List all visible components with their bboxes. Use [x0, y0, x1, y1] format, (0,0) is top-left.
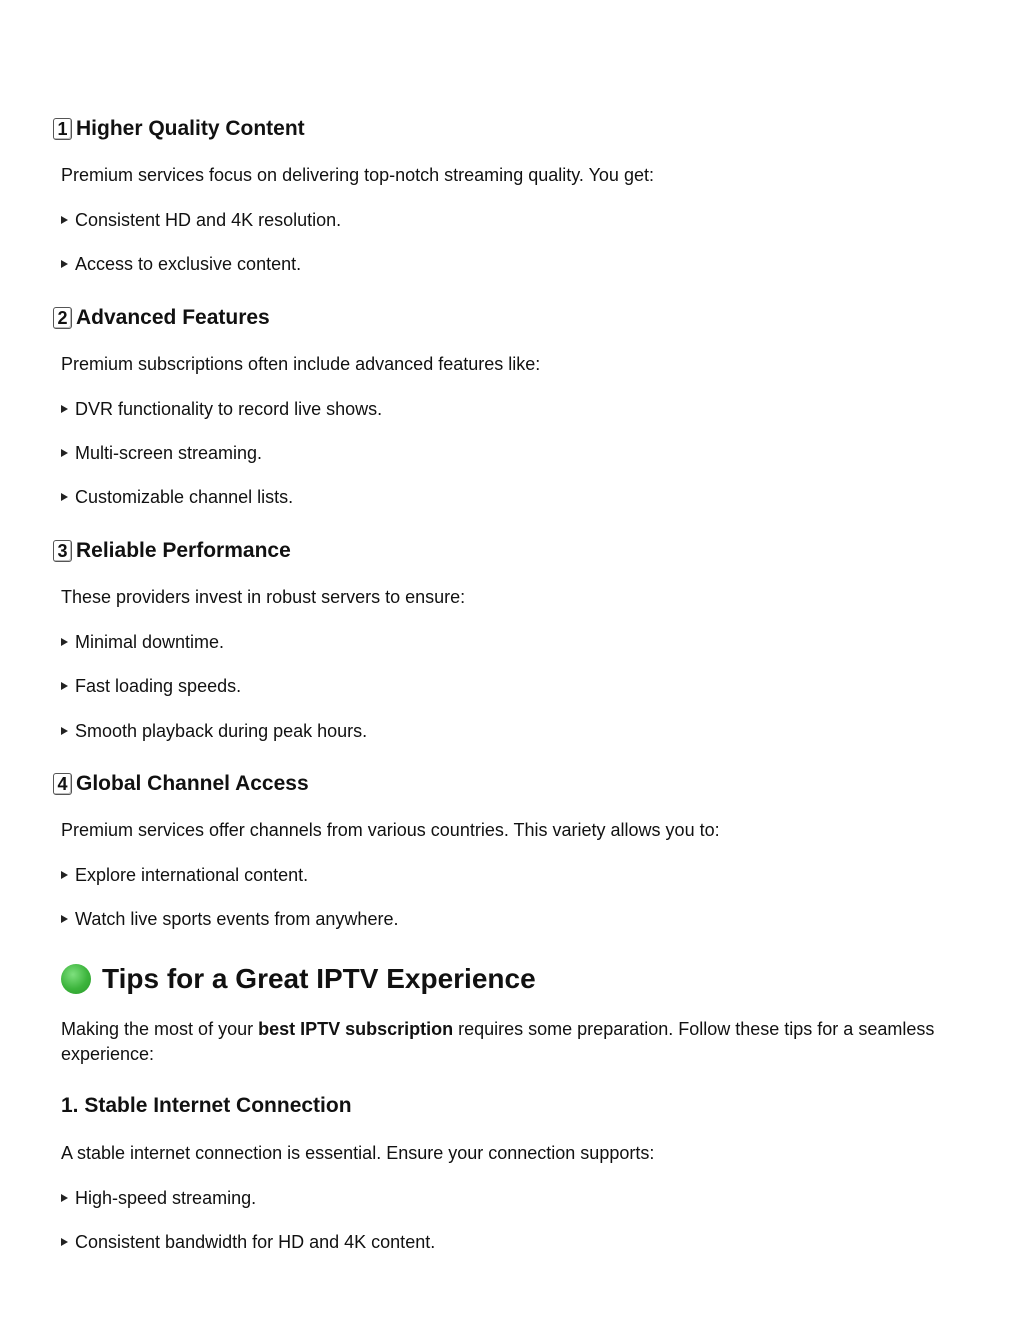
list-item: [61, 863, 308, 887]
list-item: [61, 1186, 256, 1210]
bullet-triangle-icon: [61, 727, 68, 735]
bullet-triangle-icon: [61, 216, 68, 224]
list-item: [61, 441, 262, 465]
section-heading-2: [53, 305, 270, 331]
keycap-number-icon: 4: [53, 773, 72, 795]
bullet-triangle-icon: [61, 405, 68, 413]
list-item-text: Smooth playback during peak hours.: [75, 721, 368, 741]
bullet-triangle-icon: [61, 915, 68, 923]
subsection-intro: A stable internet connection is essential. Ensure your connection supports:: [61, 1143, 655, 1163]
tips-intro-bold: best IPTV subscription: [258, 1019, 454, 1039]
section-intro: Premium services offer channels from various countries. This variety allows you to:: [61, 820, 720, 840]
section-intro: Premium subscriptions often include advanced features like:: [61, 354, 541, 374]
tips-intro: [61, 1017, 966, 1067]
section-title: Advanced Features: [76, 306, 270, 329]
list-item-text: Watch live sports events from anywhere.: [75, 909, 399, 929]
list-item-text: Access to exclusive content.: [75, 254, 302, 274]
list-item: [61, 719, 367, 743]
list-item-text: Fast loading speeds.: [75, 676, 242, 696]
list-item: [61, 252, 301, 276]
list-item-text: Multi-screen streaming.: [75, 443, 263, 463]
list-item: [61, 674, 241, 698]
subsection-heading: 1. Stable Internet Connection: [61, 1094, 352, 1117]
list-item: [61, 1230, 435, 1254]
bullet-triangle-icon: [61, 871, 68, 879]
keycap-number-icon: 2: [53, 307, 72, 329]
section-heading-4: [53, 771, 309, 797]
list-item-text: DVR functionality to record live shows.: [75, 399, 383, 419]
section-title: Reliable Performance: [76, 539, 291, 562]
bullet-triangle-icon: [61, 638, 68, 646]
bullet-triangle-icon: [61, 449, 68, 457]
bullet-triangle-icon: [61, 1238, 68, 1246]
tips-heading: [61, 962, 536, 996]
tips-intro-after: requires some preparation. Follow these tips for a seamless experience:: [61, 1019, 935, 1064]
section-heading-3: [53, 538, 291, 564]
bullet-triangle-icon: [61, 260, 68, 268]
tips-intro-before: Making the most of your: [61, 1019, 259, 1039]
section-intro: Premium services focus on delivering top-notch streaming quality. You get:: [61, 165, 654, 185]
tips-heading-text: Tips for a Great IPTV Experience: [102, 963, 536, 994]
list-item-text: Minimal downtime.: [75, 632, 225, 652]
bullet-triangle-icon: [61, 682, 68, 690]
section-title: Higher Quality Content: [76, 117, 305, 140]
section-intro: These providers invest in robust servers to ensure:: [61, 587, 466, 607]
list-item-text: Customizable channel lists.: [75, 487, 294, 507]
list-item: [61, 397, 382, 421]
list-item-text: High-speed streaming.: [75, 1188, 257, 1208]
bullet-triangle-icon: [61, 493, 68, 501]
list-item: [61, 630, 224, 654]
list-item: [61, 485, 293, 509]
green-circle-icon: [61, 964, 91, 994]
section-title: Global Channel Access: [76, 772, 309, 795]
keycap-number-icon: 3: [53, 540, 72, 562]
list-item: [61, 907, 398, 931]
section-heading-1: [53, 116, 305, 142]
keycap-number-icon: 1: [53, 118, 72, 140]
list-item-text: Consistent HD and 4K resolution.: [75, 210, 342, 230]
list-item-text: Explore international content.: [75, 865, 309, 885]
list-item-text: Consistent bandwidth for HD and 4K content.: [75, 1232, 436, 1252]
bullet-triangle-icon: [61, 1194, 68, 1202]
list-item: [61, 208, 341, 232]
